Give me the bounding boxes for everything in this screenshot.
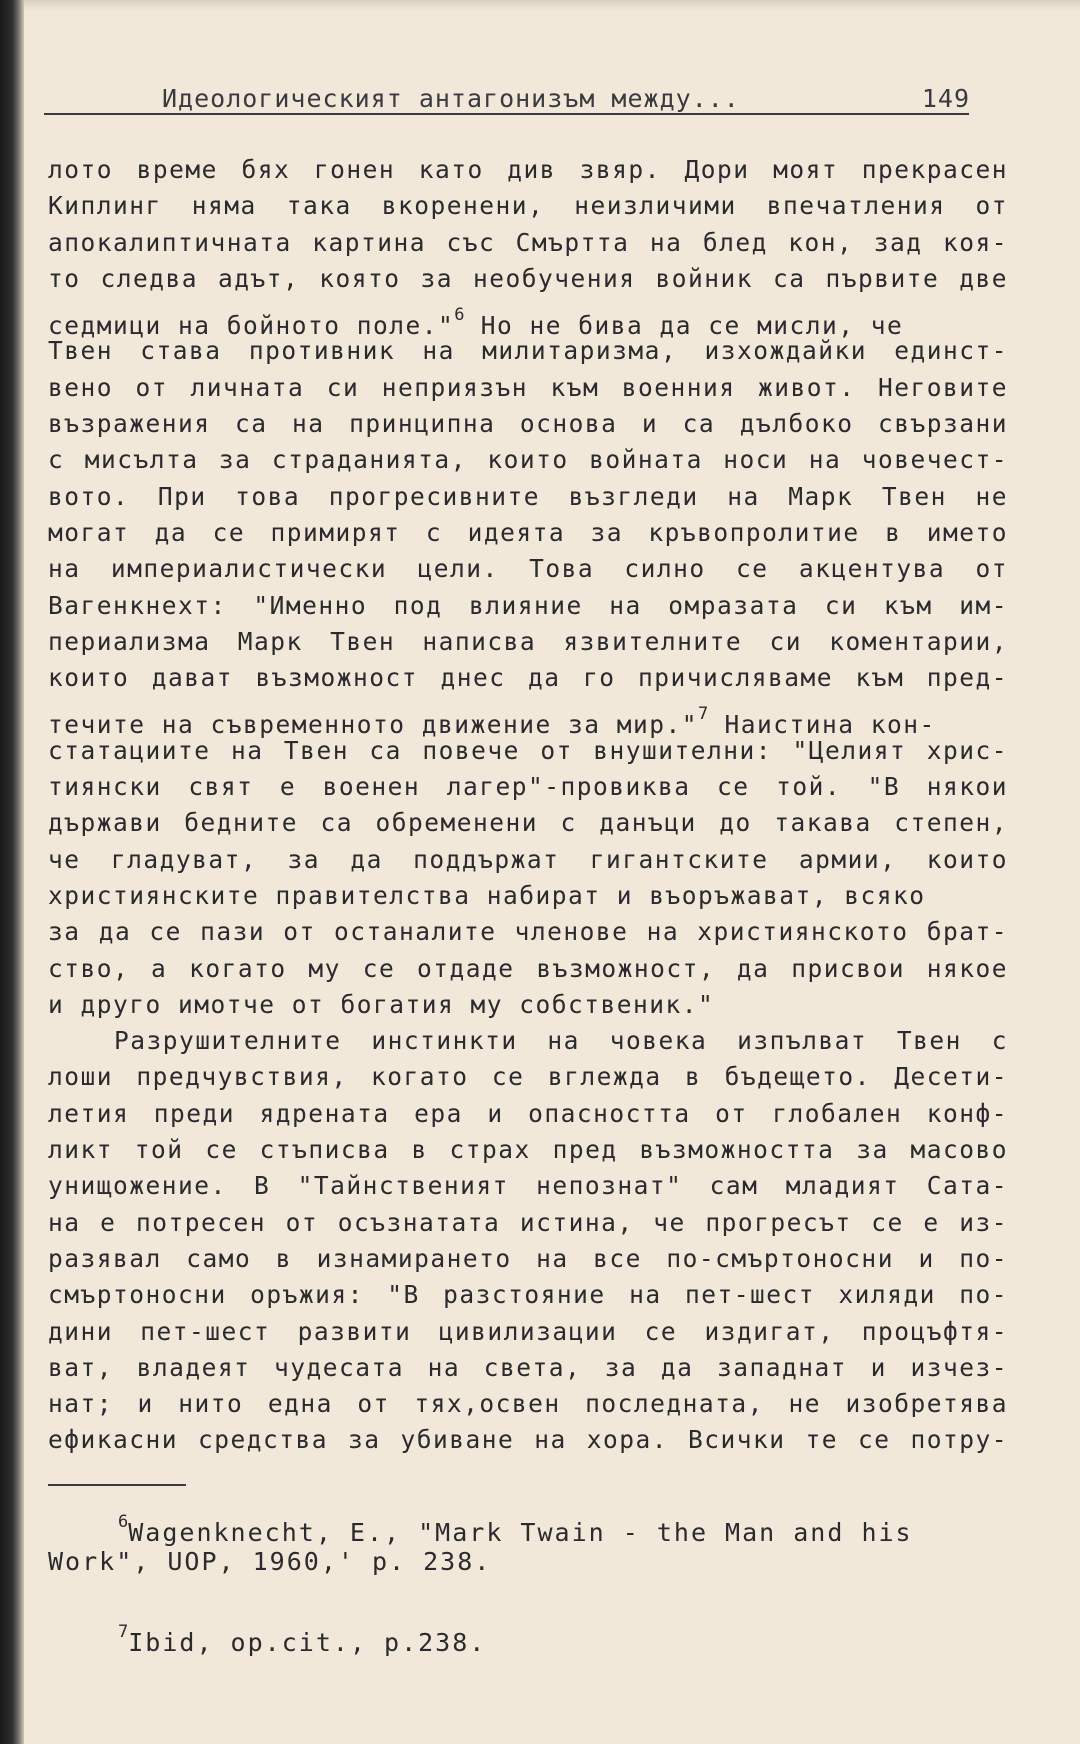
text-line: разявал само в изнамирането на все по-смъртоносни и по- [48,1243,1008,1273]
text-line: и друго имотче от богатия му собственик." [48,989,715,1019]
text-line: държави бедните са обременени с данъци до такава степен, [48,808,1008,838]
text-line: че гладуват, за да поддържат гигантските армии, които [48,844,1008,874]
text-line: апокалиптичната картина със Смъртта на блед кон, зад коя- [48,227,1008,257]
footnote-6-continuation: Work", UOP, 1960,' p. 238. [48,1547,492,1576]
text-line-part: седмици на бойното поле." [48,311,455,341]
text-line: ство, а когато му се отдаде възможност, да присвои някое [48,953,1008,983]
text-line: периализма Марк Твен написва язвителните си коментарии, [48,626,1008,656]
text-line: Киплинг няма така вкоренени, неизличими впечатления от [48,191,1008,221]
text-line: ликт той се стъписва в страх пред възможността за масово [48,1135,1008,1165]
text-line: Вагенкнехт: "Именно под влияние на омразата си към им- [48,590,1008,620]
book-spine-shadow [0,0,24,1744]
text-line: ефикасни средства за убиване на хора. Всички те се потру- [48,1425,1008,1455]
text-line: с мисълта за страданията, които войната носи на човечест- [48,445,1008,475]
footnote-6-marker: 6 [118,1512,129,1532]
text-line: които дават възможност днес да го причисляваме към пред- [48,663,1008,693]
text-line: летия преди ядрената ера и опасността от глобален конф- [48,1098,1008,1128]
paragraph-first-line: Разрушителните инстинкти на човека изпълват Твен с [114,1026,1008,1056]
text-line: могат да се примирят с идеята за кръвопролитие в името [48,517,1008,547]
text-line: нат; и нито една от тях,освен последната, не изобретява [48,1389,1008,1419]
text-line: тиянски свят е военен лагер"-провиква се той. "В някои [48,772,1008,802]
text-line: Твен става противник на милитаризма, изхождайки единст- [48,336,1008,366]
running-header [44,78,970,114]
text-line-part: Но не бива да се мисли, че [464,311,904,341]
text-line: лоши предчувствия, когато се вглежда в бъдещето. Десети- [48,1062,1008,1092]
text-line [48,696,1008,740]
header-rule [44,113,969,115]
footnote-marker-7: 7 [698,704,709,725]
footnote-7-text: Ibid, op.cit., p.238. [128,1628,487,1657]
footnote-7 [48,1612,988,1657]
body-text [48,152,1008,1459]
text-line: на е потресен от осъзнатата истина, че прогресът се е из- [48,1207,1008,1237]
footnote-6-text: Wagenknecht, E., "Mark Twain - the Man and his [128,1518,913,1547]
text-line: лото време бях гонен като див звяр. Дори моят прекрасен [48,155,1008,184]
text-line: то следва адът, която за необучения войник са първите две [48,263,1008,293]
text-line: смъртоносни оръжия: "В разстояние на пет-шест хиляди по- [48,1280,1008,1310]
text-line: възражения са на принципна основа и са дълбоко свързани [48,409,1008,439]
footnote-7-marker: 7 [118,1622,129,1642]
text-line-part: течите на съвременното движение за мир." [48,710,699,740]
page-top-edge [24,0,1080,10]
text-line: християнските правителства набират и въоръжават, всяко [48,880,926,910]
text-line: за да се пази от останалите членове на християнското брат- [48,917,1008,947]
footnote-separator [48,1484,186,1486]
text-line: статациите на Твен са повече от внушителни: "Целият хрис- [48,735,1008,765]
text-line: ват, владеят чудесата на света, за да западнат и изчез- [48,1352,1008,1382]
text-line: вено от личната си неприязън към военния живот. Неговите [48,372,1008,402]
text-line: унищожение. В "Тайнственият непознат" сам младият Сата- [48,1171,1008,1201]
footnotes [48,1502,988,1657]
text-line: дини пет-шест развити цивилизации се издигат, процъфтя- [48,1316,1008,1346]
text-line: на империалистически цели. Това силно се акцентува от [48,554,1008,584]
text-line: вото. При това прогресивните възгледи на Марк Твен не [48,481,1008,511]
running-title: Идеологическият антагонизъм между... [162,84,740,113]
footnote-6 [48,1502,988,1547]
text-line [48,297,1008,341]
footnote-marker-6: 6 [454,305,465,326]
page-number: 149 [921,84,970,113]
text-line-part: Наистина кон- [708,710,936,740]
